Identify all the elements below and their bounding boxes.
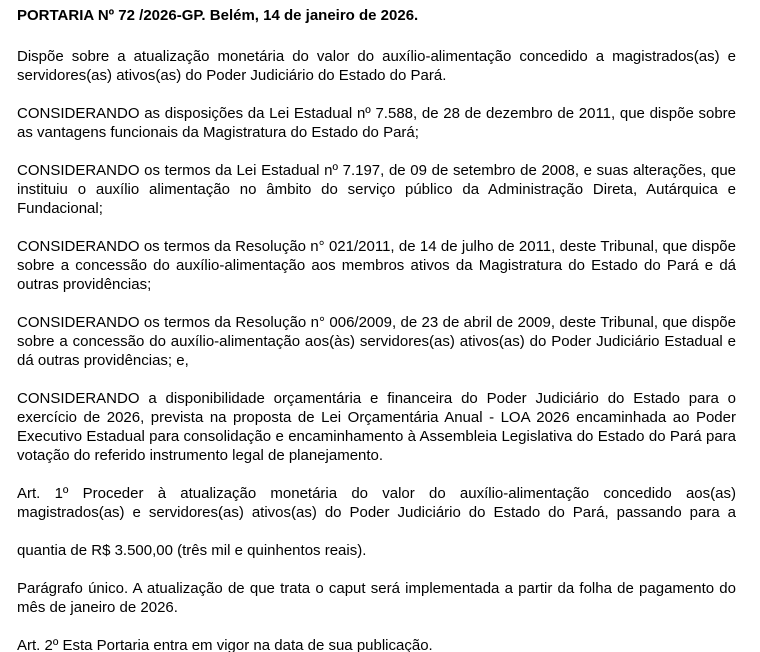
ementa-paragraph: Dispõe sobre a atualização monetária do valor do auxílio-alimentação concedido a magistrados(as) e servidores(as) ativos(as) do Poder Judiciário do Estado do Pará. <box>17 48 736 84</box>
art-2-paragraph: Art. 2º Esta Portaria entra em vigor na data de sua publicação. <box>17 637 433 652</box>
quantia-paragraph: quantia de R$ 3.500,00 (três mil e quinhentos reais). <box>17 542 367 559</box>
considerando-2-paragraph: CONSIDERANDO os termos da Lei Estadual nº 7.197, de 09 de setembro de 2008, e suas alterações, que instituiu o auxílio alimentação no âmbito do serviço público da Administração Direta, Autárquica e Fundacional; <box>17 162 736 217</box>
considerando-4-paragraph: CONSIDERANDO os termos da Resolução n° 006/2009, de 23 de abril de 2009, deste Tribunal, que dispõe sobre a concessão do auxílio-alimentação aos(às) servidores(as) ativos(as) do Poder Judiciário Estadual e dá outras providências; e, <box>17 314 736 369</box>
considerando-5-paragraph: CONSIDERANDO a disponibilidade orçamentária e financeira do Poder Judiciário do Estado para o exercício de 2026, prevista na proposta de Lei Orçamentária Anual - LOA 2026 encaminhada ao Poder Executivo Estadual para consolidação e encaminhamento à Assembleia Legislativa do Estado do Pará para votação do referido instrumento legal de planejamento. <box>17 390 736 464</box>
art-1-paragraph: Art. 1º Proceder à atualização monetária do valor do auxílio-alimentação concedido aos(as) magistrados(as) e servidores(as) ativos(as) do Poder Judiciário do Estado do Pará, passando para a <box>17 485 736 521</box>
considerando-1-paragraph: CONSIDERANDO as disposições da Lei Estadual nº 7.588, de 28 de dezembro de 2011, que dispõe sobre as vantagens funcionais da Magistratura do Estado do Pará; <box>17 105 736 141</box>
considerando-3-paragraph: CONSIDERANDO os termos da Resolução n° 021/2011, de 14 de julho de 2011, deste Tribunal, que dispõe sobre a concessão do auxílio-alimentação aos membros ativos da Magistratura do Estado do Pará e dá outras providências; <box>17 238 736 293</box>
paragrafo-unico-paragraph: Parágrafo único. A atualização de que trata o caput será implementada a partir da folha de pagamento do mês de janeiro de 2026. <box>17 580 736 616</box>
portaria-title: PORTARIA Nº 72 /2026-GP. Belém, 14 de janeiro de 2026. <box>17 7 419 24</box>
